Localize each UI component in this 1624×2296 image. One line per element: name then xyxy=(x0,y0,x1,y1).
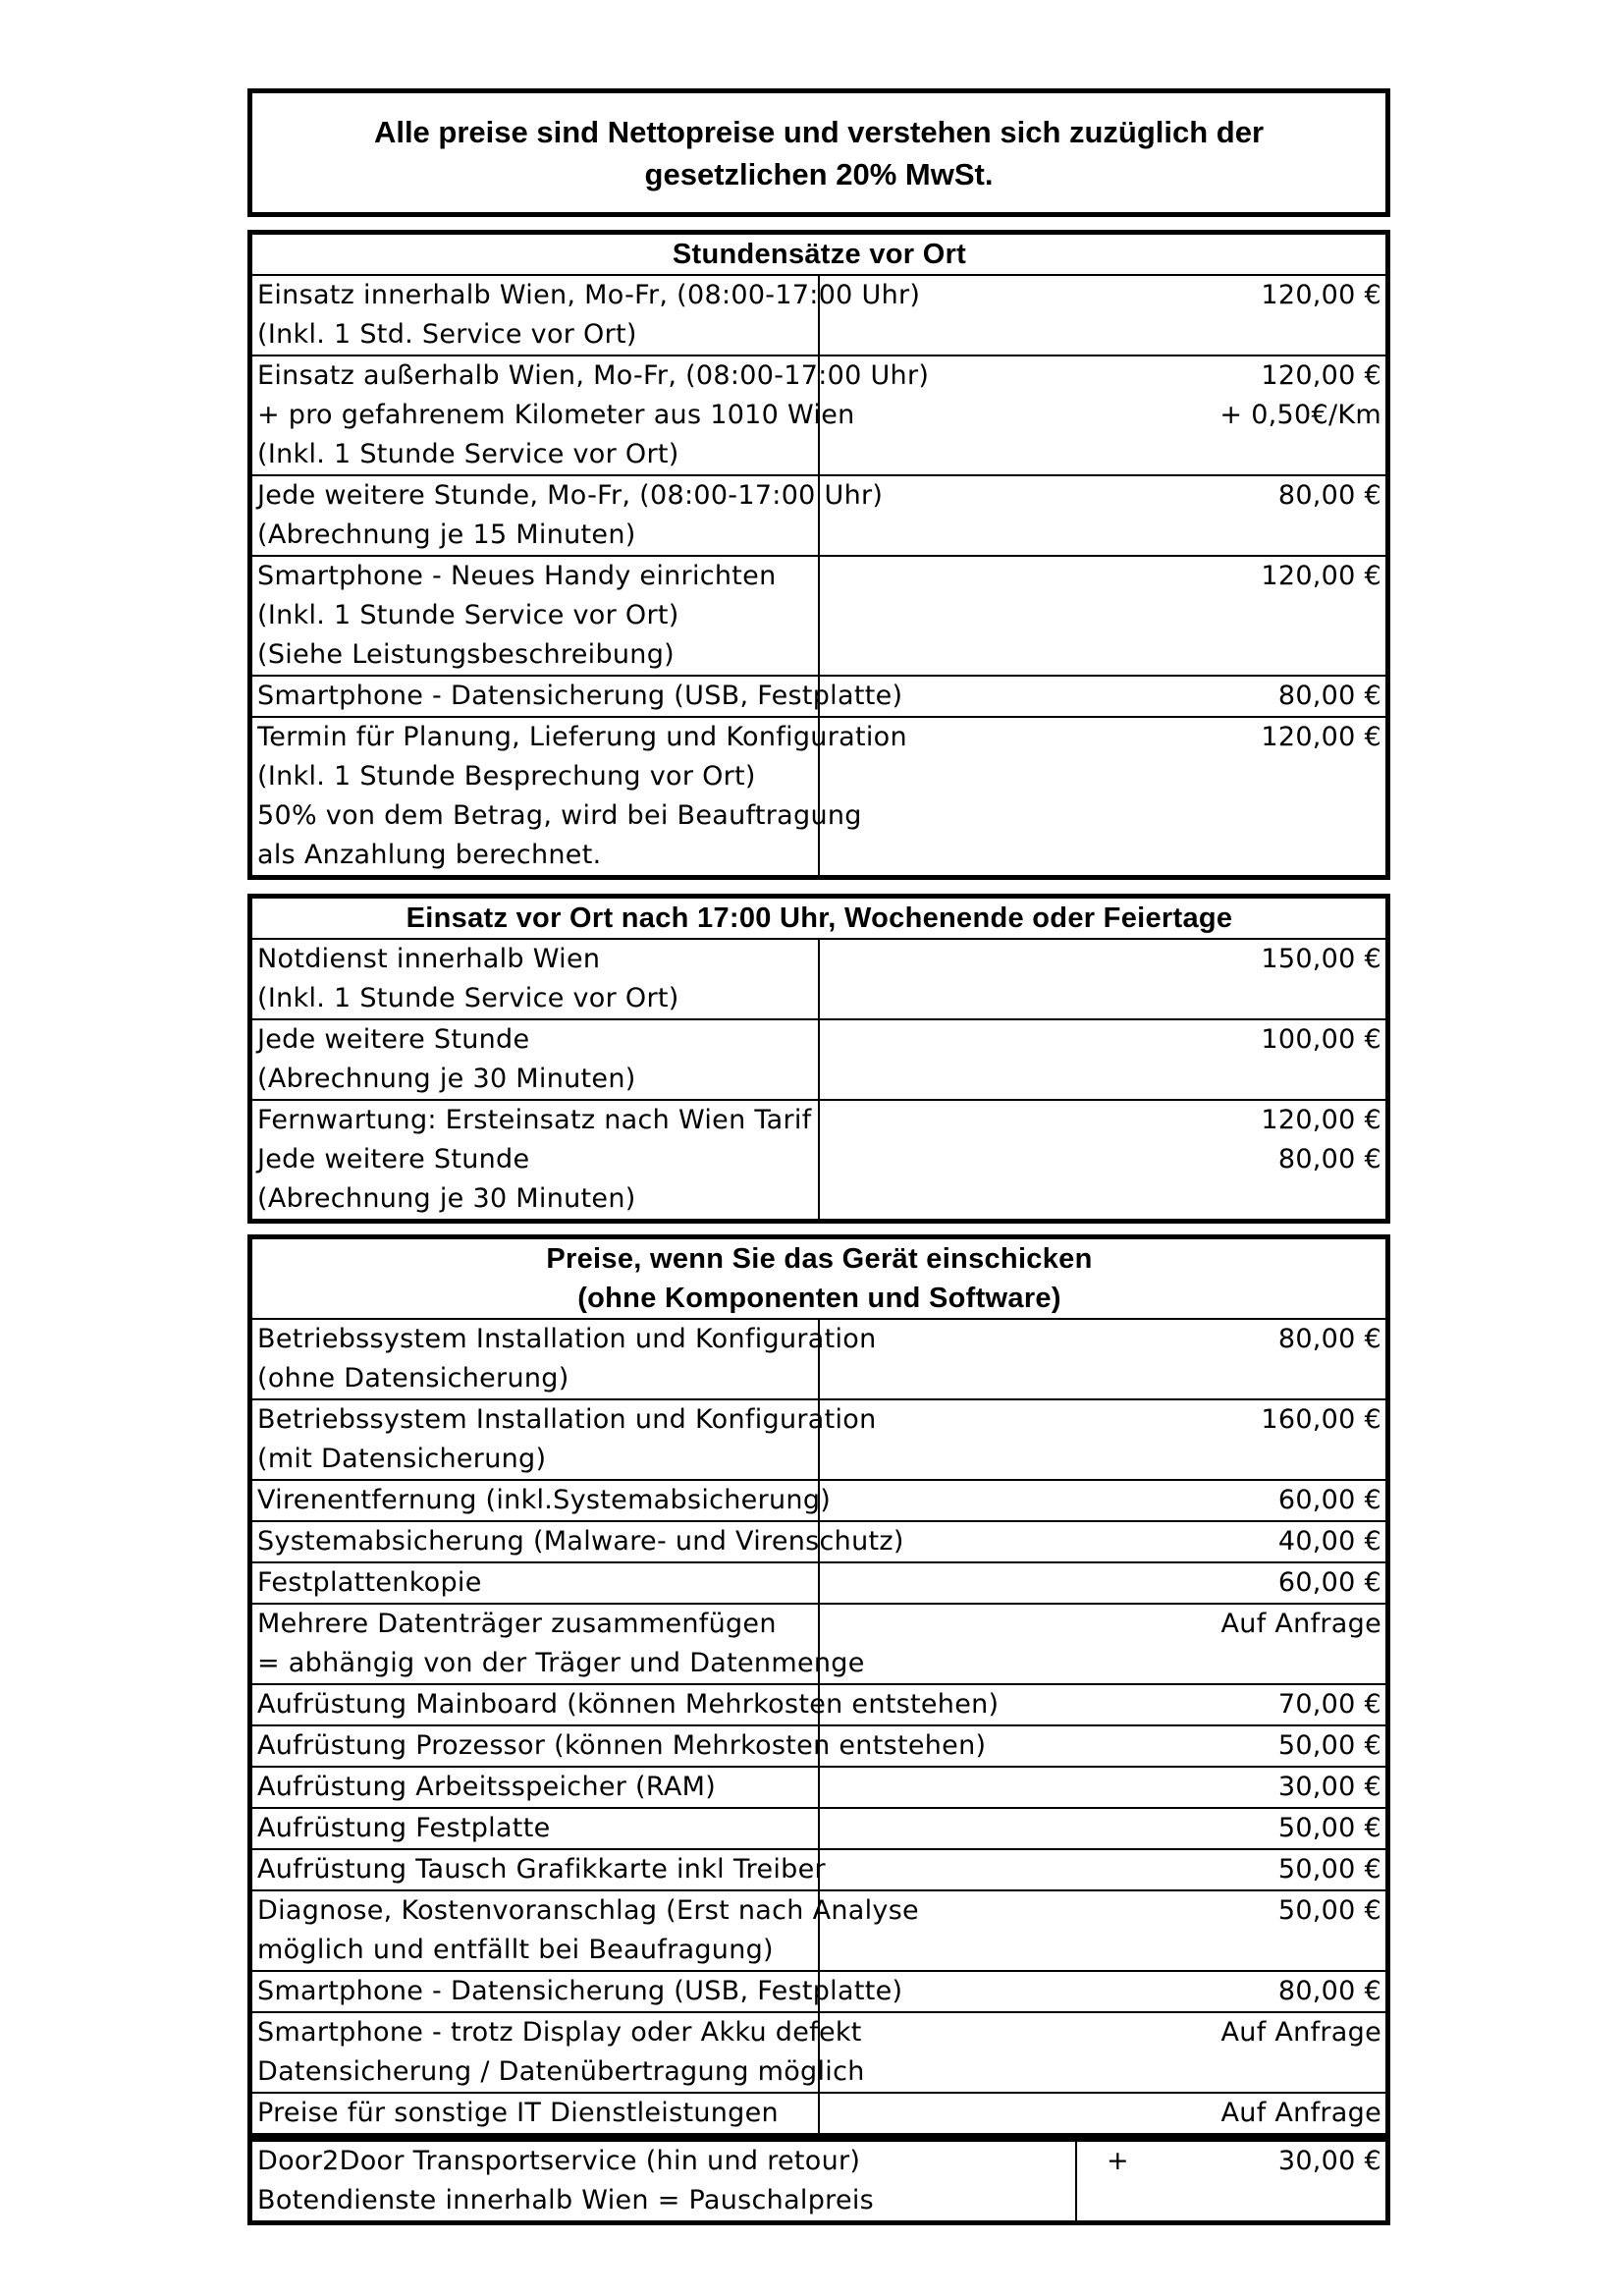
service-description-line: (Abrechnung je 30 Minuten) xyxy=(257,1064,636,1094)
service-description-line: Festplattenkopie xyxy=(257,1567,482,1598)
service-description-line: (Inkl. 1 Stunde Service vor Ort) xyxy=(257,439,679,469)
service-price-line: + 0,50€/Km xyxy=(1219,400,1381,430)
service-description xyxy=(252,1399,877,1480)
service-description-line: (Inkl. 1 Stunde Service vor Ort) xyxy=(257,983,679,1013)
service-description-line: (Inkl. 1 Std. Service vor Ort) xyxy=(257,319,637,350)
service-price-line: Auf Anfrage xyxy=(1220,2098,1381,2128)
section-title-row xyxy=(252,235,1385,275)
table-row xyxy=(252,1604,1385,1684)
service-description-line: Datensicherung / Datenübertragung möglich xyxy=(257,2056,865,2087)
service-description xyxy=(252,475,884,556)
service-description xyxy=(252,556,819,676)
service-description-line: Einsatz außerhalb Wien, Mo-Fr, (08:00-17:00 Uhr) xyxy=(257,360,930,391)
table-row xyxy=(252,1100,1385,1219)
table-row xyxy=(252,2012,1385,2093)
table-row xyxy=(252,1890,1385,1971)
service-price-line: 60,00 € xyxy=(1277,1567,1381,1598)
service-description xyxy=(252,1604,865,1684)
service-description xyxy=(252,1725,987,1767)
table-row xyxy=(252,2093,1385,2133)
table-row xyxy=(252,1562,1385,1604)
price-table xyxy=(252,899,1385,1219)
table-row xyxy=(252,1399,1385,1480)
service-description xyxy=(252,275,921,355)
service-price xyxy=(819,1562,1385,1604)
service-description-line: Smartphone - Datensicherung (USB, Festplatte) xyxy=(257,1976,903,2006)
service-price-line: 100,00 € xyxy=(1261,1024,1381,1055)
service-description-line: Diagnose, Kostenvoranschlag (Erst nach Analyse xyxy=(257,1895,919,1926)
service-price-line: 60,00 € xyxy=(1277,1485,1381,1515)
transport-service-box xyxy=(247,2137,1390,2225)
table-row xyxy=(252,939,1385,1019)
service-price xyxy=(819,2093,1385,2133)
service-description-line: = abhängig von der Träger und Datenmenge xyxy=(257,1648,865,1678)
service-description-line: 50% von dem Betrag, wird bei Beauftragung xyxy=(257,800,862,831)
service-description-line: + pro gefahrenem Kilometer aus 1010 Wien xyxy=(257,400,855,430)
service-price-line: 80,00 € xyxy=(1277,1976,1381,2006)
service-price-line: 160,00 € xyxy=(1261,1404,1381,1435)
service-price-line: 70,00 € xyxy=(1277,1689,1381,1720)
service-price xyxy=(819,1604,1385,1684)
service-description-line: (ohne Datensicherung) xyxy=(257,1363,569,1394)
service-description-line: möglich und entfällt bei Beaufragung) xyxy=(257,1935,774,1965)
service-description-line: (mit Datensicherung) xyxy=(257,1444,547,1474)
table-row xyxy=(252,676,1385,717)
transport-description xyxy=(252,2142,1076,2220)
section-title-row xyxy=(252,1239,1385,1319)
service-description-line: Jede weitere Stunde, Mo-Fr, (08:00-17:00 Uhr) xyxy=(257,480,884,511)
table-row xyxy=(252,1480,1385,1521)
price-table xyxy=(252,1239,1385,2133)
service-description-line: (Abrechnung je 15 Minuten) xyxy=(257,519,636,550)
table-row xyxy=(252,1684,1385,1725)
service-price xyxy=(819,1480,1385,1521)
service-price-line: 50,00 € xyxy=(1277,1854,1381,1885)
service-price-line: 30,00 € xyxy=(1277,1772,1381,1802)
service-price xyxy=(819,676,1385,717)
table-row xyxy=(252,1767,1385,1808)
transport-price-cell xyxy=(1076,2142,1385,2220)
service-description xyxy=(252,717,907,875)
service-price xyxy=(819,939,1385,1019)
service-description-line: Virenentfernung (inkl.Systemabsicherung) xyxy=(257,1485,832,1515)
vat-notice-line-2: gesetzlichen 20% MwSt. xyxy=(644,156,994,191)
service-description-line: Aufrüstung Festplatte xyxy=(257,1813,551,1843)
service-description-line: Smartphone - Neues Handy einrichten xyxy=(257,561,777,591)
table-row xyxy=(252,475,1385,556)
service-description-line: Betriebssystem Installation und Konfiguration xyxy=(257,1324,877,1354)
service-description xyxy=(252,1767,819,1808)
table-row xyxy=(252,717,1385,875)
vat-notice-box xyxy=(247,88,1390,217)
service-description xyxy=(252,1019,819,1100)
service-price-line: 120,00 € xyxy=(1261,561,1381,591)
section-title-row xyxy=(252,899,1385,939)
service-price-line: 50,00 € xyxy=(1277,1730,1381,1761)
vat-notice xyxy=(374,111,1264,195)
service-description xyxy=(252,355,930,475)
service-description-line: Aufrüstung Prozessor (können Mehrkosten entstehen) xyxy=(257,1730,987,1761)
service-price-line: 80,00 € xyxy=(1277,480,1381,511)
price-table xyxy=(252,235,1385,875)
service-description xyxy=(252,1521,904,1562)
transport-table xyxy=(252,2142,1385,2220)
service-price-line: 50,00 € xyxy=(1277,1895,1381,1926)
service-price-line: 40,00 € xyxy=(1277,1526,1381,1557)
table-row xyxy=(252,355,1385,475)
service-description-line: als Anzahlung berechnet. xyxy=(257,840,602,870)
service-description-line: Preise für sonstige IT Dienstleistungen xyxy=(257,2098,779,2128)
service-description-line: Termin für Planung, Lieferung und Konfiguration xyxy=(257,722,907,752)
service-description-line: (Abrechnung je 30 Minuten) xyxy=(257,1183,636,1214)
service-description xyxy=(252,1100,819,1219)
service-description-line: Mehrere Datenträger zusammenfügen xyxy=(257,1609,777,1639)
table-row xyxy=(252,1319,1385,1399)
service-description-line: (Siehe Leistungsbeschreibung) xyxy=(257,639,675,670)
section-title-line: Einsatz vor Ort nach 17:00 Uhr, Wochenende oder Feiertage xyxy=(406,902,1233,934)
transport-desc-line-2: Botendienste innerhalb Wien = Pauschalpreis xyxy=(257,2185,875,2215)
service-price-line: 80,00 € xyxy=(1277,681,1381,711)
service-description-line: Systemabsicherung (Malware- und Virenschutz) xyxy=(257,1526,904,1557)
vat-notice-line-1: Alle preise sind Nettopreise und verstehen sich zuzüglich der xyxy=(373,114,1265,149)
section-title xyxy=(252,235,1385,275)
service-description-line: Aufrüstung Mainboard (können Mehrkosten entstehen) xyxy=(257,1689,1000,1720)
service-price xyxy=(819,1100,1385,1219)
service-description-line: Notdienst innerhalb Wien xyxy=(257,944,601,974)
service-price xyxy=(819,1849,1385,1890)
service-price xyxy=(819,1808,1385,1849)
service-description-line: Smartphone - trotz Display oder Akku defekt xyxy=(257,2017,862,2048)
service-price xyxy=(819,2012,1385,2093)
transport-desc-line-1: Door2Door Transportservice (hin und retour) xyxy=(257,2146,861,2176)
service-description-line: Fernwartung: Ersteinsatz nach Wien Tarif xyxy=(257,1105,812,1135)
service-description xyxy=(252,1808,819,1849)
service-price xyxy=(819,475,1385,556)
table-row xyxy=(252,1019,1385,1100)
service-price-line: 120,00 € xyxy=(1261,1105,1381,1135)
service-description xyxy=(252,1480,832,1521)
service-description-line: Betriebssystem Installation und Konfiguration xyxy=(257,1404,877,1435)
section-title-line: (ohne Komponenten und Software) xyxy=(577,1283,1061,1314)
service-description xyxy=(252,1562,819,1604)
service-description xyxy=(252,2093,819,2133)
table-row xyxy=(252,1808,1385,1849)
service-price xyxy=(819,556,1385,676)
service-description-line: Smartphone - Datensicherung (USB, Festplatte) xyxy=(257,681,903,711)
service-price-line: 120,00 € xyxy=(1261,722,1381,752)
service-description xyxy=(252,1319,877,1399)
service-description xyxy=(252,1890,919,1971)
section-title xyxy=(252,1239,1385,1319)
service-price-line: 120,00 € xyxy=(1261,280,1381,310)
service-description xyxy=(252,1684,1000,1725)
service-price xyxy=(819,1019,1385,1100)
service-description-line: Einsatz innerhalb Wien, Mo-Fr, (08:00-17:00 Uhr) xyxy=(257,280,921,310)
transport-price: 30,00 € xyxy=(1277,2146,1381,2176)
table-row xyxy=(252,1725,1385,1767)
section-title-line: Stundensätze vor Ort xyxy=(672,239,967,270)
section-title-line: Preise, wenn Sie das Gerät einschicken xyxy=(546,1243,1093,1275)
section-title xyxy=(252,899,1385,939)
service-description-line: (Inkl. 1 Stunde Service vor Ort) xyxy=(257,600,679,630)
service-description-line: Aufrüstung Tausch Grafikkarte inkl Treiber xyxy=(257,1854,826,1885)
service-description-line: Aufrüstung Arbeitsspeicher (RAM) xyxy=(257,1772,717,1802)
price-table-send-in-device xyxy=(247,1234,1390,2138)
service-price-line: Auf Anfrage xyxy=(1220,1609,1381,1639)
service-description xyxy=(252,939,819,1019)
price-table-hourly-onsite xyxy=(247,230,1390,880)
service-price-line: 150,00 € xyxy=(1261,944,1381,974)
service-description xyxy=(252,2012,865,2093)
service-description-line: Jede weitere Stunde xyxy=(257,1144,530,1175)
service-price xyxy=(819,1971,1385,2012)
service-description xyxy=(252,1849,826,1890)
service-price-line: 50,00 € xyxy=(1277,1813,1381,1843)
service-description xyxy=(252,676,903,717)
service-price xyxy=(819,1767,1385,1808)
service-price xyxy=(819,1319,1385,1399)
service-price-line: 80,00 € xyxy=(1277,1324,1381,1354)
table-row xyxy=(252,1521,1385,1562)
table-row xyxy=(252,556,1385,676)
service-price-line: 120,00 € xyxy=(1261,360,1381,391)
table-row xyxy=(252,2142,1385,2220)
table-row xyxy=(252,1849,1385,1890)
table-row xyxy=(252,1971,1385,2012)
service-price-line: Auf Anfrage xyxy=(1220,2017,1381,2048)
plus-sign: + xyxy=(1107,2146,1129,2176)
service-description-line: Jede weitere Stunde xyxy=(257,1024,530,1055)
service-price-line: 80,00 € xyxy=(1277,1144,1381,1175)
service-description xyxy=(252,1971,903,2012)
table-row xyxy=(252,275,1385,355)
service-price xyxy=(819,1399,1385,1480)
price-table-after-hours xyxy=(247,894,1390,1224)
service-description-line: (Inkl. 1 Stunde Besprechung vor Ort) xyxy=(257,761,756,792)
